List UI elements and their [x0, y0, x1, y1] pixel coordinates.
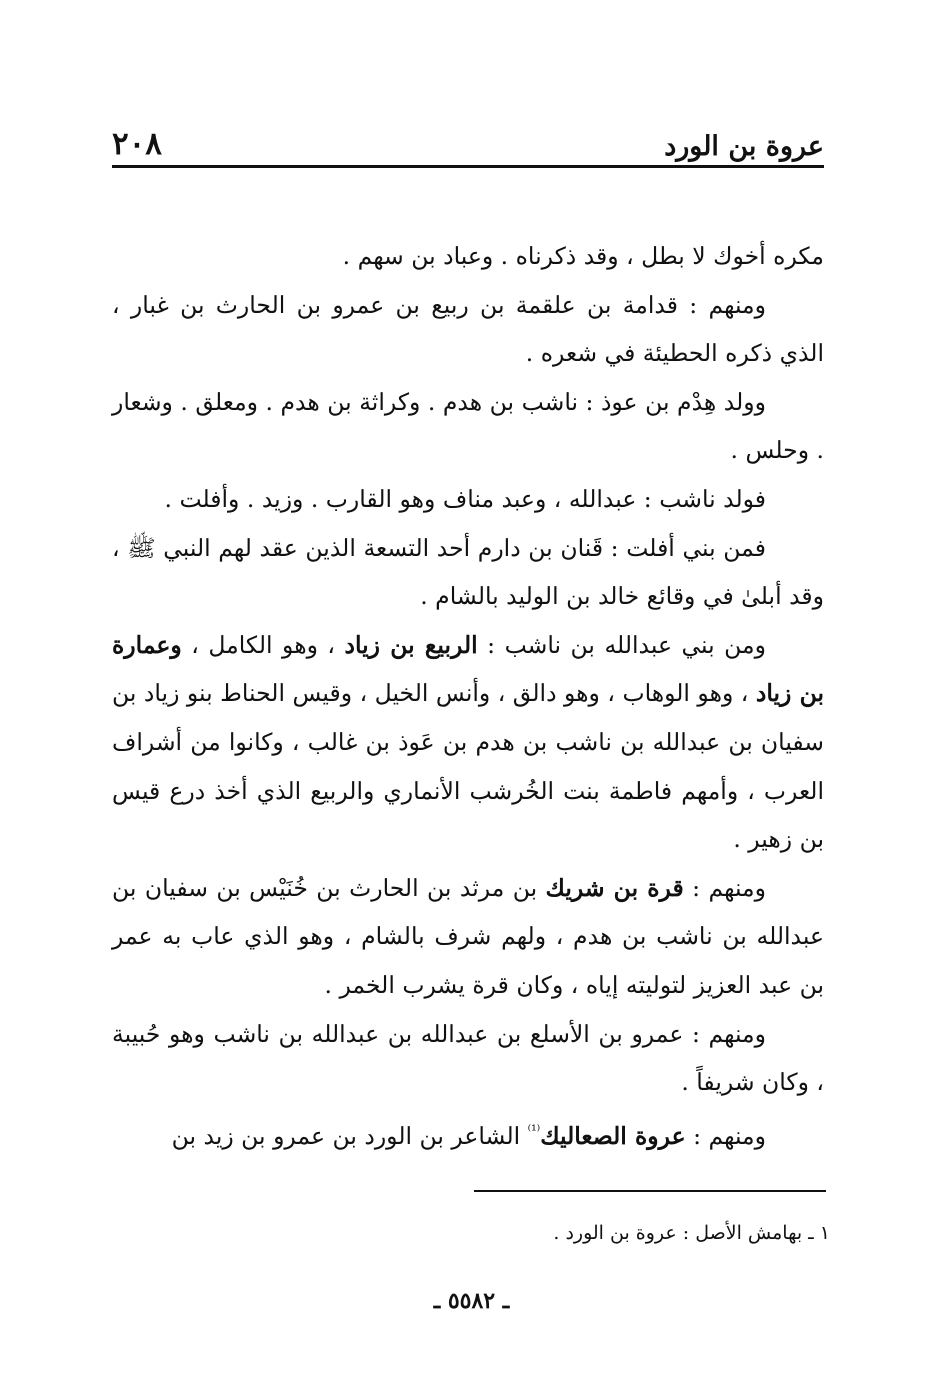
paragraph: [112, 378, 824, 475]
page-number: ٢٠٨: [112, 126, 162, 162]
paragraph: [112, 864, 824, 1010]
folio-number: ـ ٥٥٨٢ ـ: [433, 1288, 510, 1314]
paragraph-text: ومنهم :: [683, 873, 766, 902]
paragraph-text: الشاعر بن الورد بن عمرو بن زيد بن: [171, 1121, 528, 1150]
paragraph-text: ، وهو الكامل ،: [181, 630, 345, 659]
page-header: [112, 118, 824, 162]
bold-name: وعمارة بن زياد: [112, 630, 824, 708]
footnote-ref: ⁽¹⁾: [527, 1122, 541, 1139]
paragraph-text: ومنهم : عمرو بن الأسلع بن عبدالله بن عبدالله بن ناشب وهو حُبيبة ، وكان شريفاً .: [112, 1019, 824, 1097]
paragraph-text: وولد هِدْم بن عوذ : ناشب بن هدم . وكراثة بن هدم . ومعلق . وشعار . وحلس .: [112, 387, 824, 465]
body-text: [112, 232, 824, 1160]
paragraph: [112, 232, 824, 281]
paragraph: [112, 621, 824, 864]
paragraph-text: ومنهم : قدامة بن علقمة بن ربيع بن عمرو بن الحارث بن غبار ، الذي ذكره الحطيئة في شعره .: [112, 290, 824, 368]
paragraph: [112, 281, 824, 378]
paragraph-text: فولد ناشب : عبدالله ، وعبد مناف وهو القارب . وزيد . وأفلت .: [164, 484, 766, 513]
paragraph-text: فمن بني أفلت : قَنان بن دارم أحد التسعة الذين عقد لهم النبي ﷺ ، وقد أبلىٰ في وقائع خالد بن الوليد بالشام .: [112, 533, 824, 611]
bold-name: الربيع بن زياد: [344, 630, 478, 659]
paragraph-text: بن مرثد بن الحارث بن خُنَيْس بن سفيان بن عبدالله بن ناشب بن هدم ، ولهم شرف بالشام ، وهو الذي عاب به عمر بن عبد العزيز لتوليته إياه ، وكان قرة يشرب الخمر .: [112, 873, 824, 999]
paragraph: [112, 1010, 824, 1107]
paragraph-text: ومنهم :: [685, 1121, 766, 1150]
paragraph: [112, 524, 824, 621]
footnote-rule: [474, 1190, 826, 1192]
bold-name: قرة بن شريك: [545, 873, 684, 902]
paragraph-text: مكره أخوك لا بطل ، وقد ذكرناه . وعباد بن سهم .: [342, 242, 824, 270]
paragraph-text: ، وهو الوهاب ، وهو دالق ، وأنس الخيل ، وقيس الحناط بنو زياد بن سفيان بن عبدالله بن ناشب بن هدم بن عَوذ بن غالب ، وكانوا من أشراف العرب ، وأمهم فاطمة بنت الخُرشب الأنماري والربيع الذي أخذ درع قيس بن زهير .: [112, 679, 824, 854]
header-rule: [112, 165, 824, 168]
paragraph: [112, 1107, 824, 1160]
footnote: ١ ـ بهامش الأصل : عروة بن الورد .: [553, 1222, 830, 1244]
paragraph: [112, 475, 824, 524]
paragraph-text: ومن بني عبدالله بن ناشب :: [477, 630, 766, 659]
running-title: عروة بن الورد: [664, 131, 824, 162]
bold-name: عروة الصعاليك: [540, 1121, 686, 1150]
